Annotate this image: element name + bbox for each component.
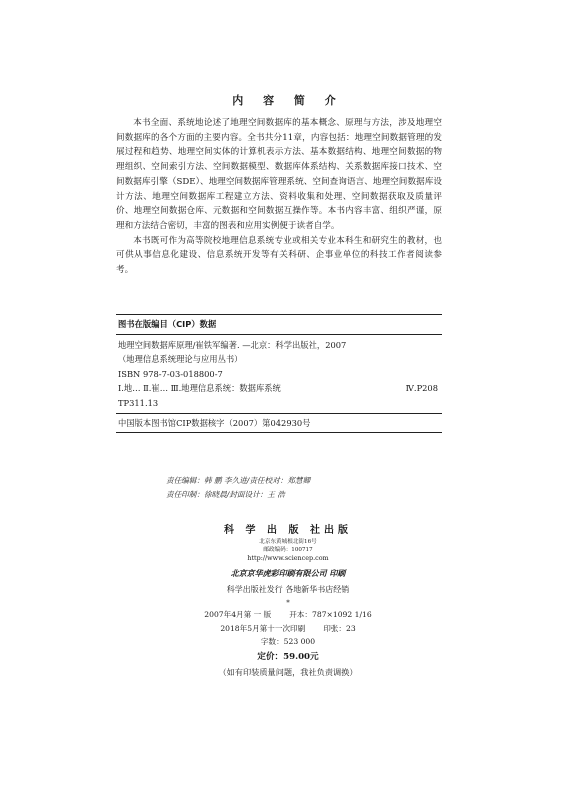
cip-series-line: （地理信息系统理论与应用丛书）	[118, 354, 243, 365]
cip-classification-subjects: Ⅰ.地… Ⅱ.崔… Ⅲ.地理信息系统：数据库系统	[118, 383, 281, 394]
cip-body	[116, 335, 442, 413]
intro-paragraph-2: 本书既可作为高等院校地理信息系统专业或相关专业本科生和研究生的教材，也可供从事信息化建设、信息系统开发等有关科研、企事业单位的科技工作者阅读参考。	[116, 235, 442, 276]
publisher-postcode: 邮政编码：100717	[263, 547, 313, 553]
reprint-row	[0, 622, 576, 636]
staff-credits	[166, 474, 446, 502]
cip-title-line: 地理空间数据库原理/崔铁军编著. —北京：科学出版社，2007	[118, 339, 347, 350]
cip-classification	[118, 381, 442, 396]
separator-star: *	[286, 599, 290, 607]
book-price: 定价：59.00元	[257, 651, 319, 662]
book-format: 开本：787×1092 1/16	[289, 610, 372, 619]
cip-isbn-line: ISBN 978-7-03-018800-7	[118, 368, 223, 379]
publisher-name: 科 学 出 版 社出版	[224, 525, 352, 536]
publisher-website: http://www.sciencep.com	[247, 554, 329, 562]
publication-info	[0, 524, 576, 679]
staff-editors: 责任编辑：韩 鹏 李久进/责任校对：郑慧卿	[166, 476, 311, 485]
intro-paragraph-1: 本书全面、系统地论述了地理空间数据库的基本概念、原理与方法，涉及地理空间数据库的各个方面的主要内容。全书共分11章，内容包括：地理空间数据管理的发展过程和趋势、地理空间实体的计算机表示方法、基本数据结构、地理空间数据的物理组织、空间索引方法、空间数据模型、数据库体系结构、关系数据库接口技术、空间数据库引擎（SDE）、地理空间数据库管理系统、空间查询语言、地理空间数据库设计方法、地理空间数据库工程建立方法、资料收集和处理、空间数据获取及质量评价、地理空间数据仓库、元数据和空间数据互操作等。本书内容丰富、组织严谨，原理和方法结合密切，丰富的图表和应用实例便于读者自学。	[116, 118, 442, 231]
distributor-line: 科学出版社发行 各地新华书店经销	[226, 585, 350, 594]
cip-record-number: 中国版本图书馆CIP数据核字（2007）第042930号	[116, 413, 442, 433]
staff-production: 责任印制：徐晓晨/封面设计：王 浩	[166, 490, 285, 499]
cip-heading: 图书在版编目（CIP）数据	[116, 315, 442, 335]
cip-data-box	[116, 314, 442, 433]
first-edition: 2007年4月第 一 版	[204, 610, 272, 619]
quality-notice: （如有印装质量问题，我社负责调换）	[218, 666, 358, 677]
edition-specs	[0, 608, 576, 649]
printed-sheets: 印张：23	[323, 623, 356, 633]
printer-name: 北京京华虎彩印刷有限公司 印刷	[230, 568, 346, 578]
reprint-info: 2018年5月第十一次印刷	[220, 623, 306, 633]
publisher-address: 北京东黄城根北街16号	[259, 539, 317, 545]
word-count: 字数：523 000	[260, 637, 316, 646]
cip-classification-code: Ⅳ.P208	[405, 383, 438, 394]
edition-row	[0, 608, 576, 622]
intro-heading: 内 容 简 介	[232, 94, 344, 107]
intro-text	[116, 116, 442, 278]
cip-classification-tail: TP311.13	[118, 397, 159, 408]
